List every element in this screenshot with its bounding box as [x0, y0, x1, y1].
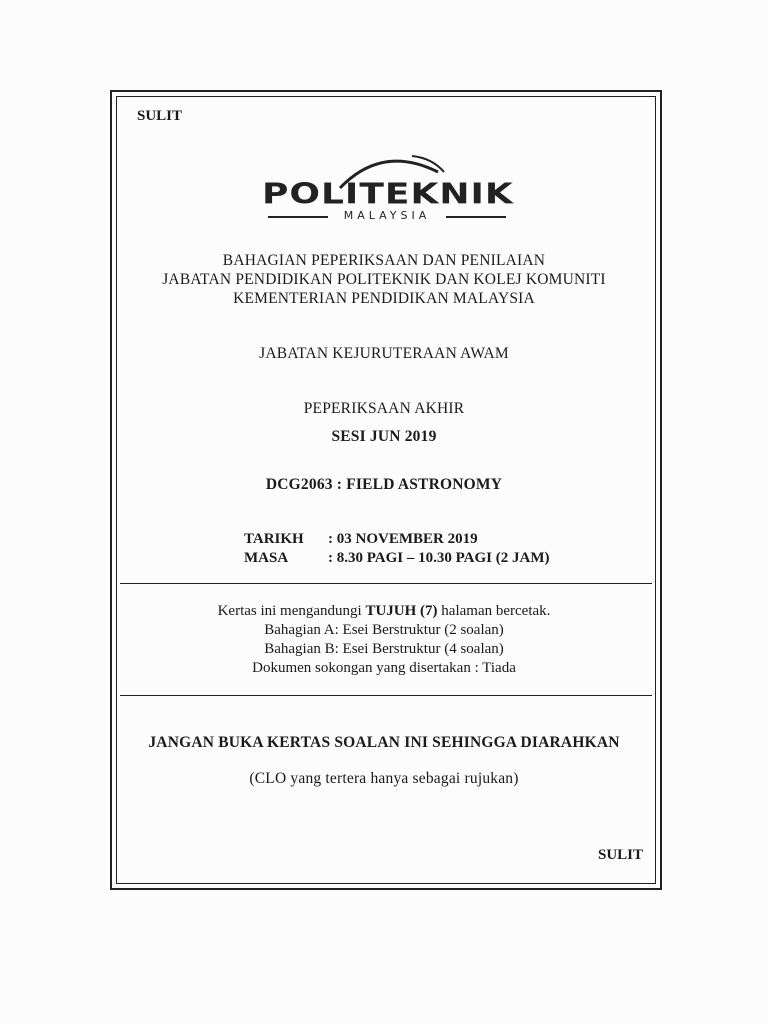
page-count-bold: TUJUH (7) [365, 603, 438, 619]
course-title: DCG2063 : FIELD ASTRONOMY [265, 476, 503, 493]
time-value: : 8.30 PAGI – 10.30 PAGI (2 JAM) [328, 550, 550, 566]
logo-subtitle: MALAYSIA [343, 209, 431, 222]
classification-label-top: SULIT [137, 108, 183, 124]
logo-wordmark: POLITEKNIK [262, 178, 514, 211]
date-value: : 03 NOVEMBER 2019 [328, 531, 478, 547]
institution-line-2: JABATAN PENDIDIKAN POLITEKNIK DAN KOLEJ KOMUNITI [162, 271, 606, 288]
classification-label-bottom: SULIT [598, 847, 644, 863]
department-name: JABATAN KEJURUTERAAN AWAM [259, 345, 509, 362]
warning-text: JANGAN BUKA KERTAS SOALAN INI SEHINGGA DIARAHKAN [148, 734, 620, 751]
divider-top [120, 583, 652, 584]
page-count-prefix: Kertas ini mengandungi [217, 603, 366, 619]
page-count-line [0, 603, 768, 620]
divider-bottom [120, 695, 652, 696]
exam-type: PEPERIKSAAN AKHIR [303, 400, 465, 417]
section-a-info: Bahagian A: Esei Berstruktur (2 soalan) [264, 622, 504, 638]
support-docs-info: Dokumen sokongan yang disertakan : Tiada [252, 660, 516, 676]
page-count-suffix: halaman bercetak. [437, 603, 551, 619]
exam-session: SESI JUN 2019 [331, 428, 437, 445]
institution-line-3: KEMENTERIAN PENDIDIKAN MALAYSIA [233, 290, 535, 307]
time-label: MASA [244, 550, 289, 566]
logo-rule-right [446, 216, 506, 218]
section-b-info: Bahagian B: Esei Berstruktur (4 soalan) [264, 641, 504, 657]
clo-note: (CLO yang tertera hanya sebagai rujukan) [249, 770, 519, 787]
date-label: TARIKH [244, 531, 304, 547]
politeknik-logo [262, 148, 512, 228]
institution-line-1: BAHAGIAN PEPERIKSAAN DAN PENILAIAN [222, 252, 546, 269]
